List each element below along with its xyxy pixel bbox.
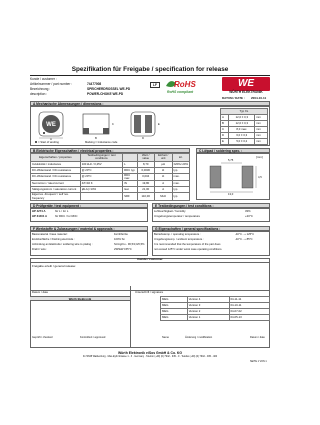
cell-value: 19,80 [137,181,154,187]
cell-unit: A [154,187,172,193]
test-condition-label: Umgebungstemperatur / temperature [154,214,201,218]
rev-name: MEG [161,297,188,303]
title-rule [30,75,270,76]
release-label: Freigabe erteilt / general release: [32,264,77,268]
rev-name: MEG [161,303,188,309]
section-b-header: B Elektrische Eigenschaften / electrical properties : [30,148,190,153]
cell-sym: RDC typ [123,167,137,173]
rohs-compliant-text: RoHS compliant [167,90,194,94]
date-col-label: Datum / date [250,336,265,339]
section-e-header: E Testbedingungen / test conditions : [152,203,270,208]
cell-tol: max. [172,181,189,187]
dimension-table [220,108,268,145]
section-g-header: G Eigenschaften / general specifications : [152,226,270,231]
rev-name: MEG [161,309,188,315]
section-f-header: F Werkstoffe & Zulassungen / material & approvals : [30,226,148,231]
date-value: 2004-10-11 [251,96,267,100]
material-label: Basismaterial / base material : [32,233,68,236]
dim-unit: mm [255,139,268,145]
cell-tol: typ. [172,167,189,173]
svg-text:WE: WE [46,122,56,128]
svg-text:A: A [50,138,52,140]
dim-value: 12,0 ± 0,3 [229,121,255,127]
rev-text: Version 4 [187,297,229,303]
svg-text:RoHS: RoHS [174,80,196,89]
section-a-header: A Mechanische Abmessungen / dimensions : [30,101,270,106]
table-row [161,315,270,321]
signature-label: Unterschrift / signature [135,290,164,294]
material-label: Anbindung an Elektrode / soldering wire to plating : [32,243,93,246]
rev-date: 04-11-11 [229,297,270,303]
cell-prop: Eigenres.-Frequenz / self res. frequency [31,193,81,201]
svg-text:C: C [112,123,114,126]
svg-text:D: D [142,137,144,140]
solder-unit: [mm] [256,155,263,159]
cell-tol: typ. [172,193,189,201]
section-d-body [30,208,148,222]
dim-key: C [221,127,229,133]
footer-company: Würth Elektronik eiSos GmbH & Co. KG [117,351,183,355]
dim-key: B [221,121,229,127]
material-label: Endoberfläche / finishing electrode : [32,238,75,241]
material-value: 100% Sn [114,238,125,241]
equipment-desc: für L / for L [55,209,69,213]
electrical-table [30,153,190,201]
rev-date: 04-10-11 [229,303,270,309]
material-value: Ferrit/ferrite [114,233,128,236]
approved-label: Kontrolliert / approved [80,336,106,339]
section-c-header: C Lötpad / soldering spec. : [196,148,270,153]
cell-cond: |ΔL/L|<10% [80,187,122,193]
footer-address: D-74638 Waldenburg · Max-Eyth-Strasse 1 - 3 · Germany · Telefon (+49) (0) 7942 - 945 - 0 · Telefax (+49) (0) 7942 - 945 - 400 [82,355,218,358]
dimension-type-header: Typ XL [221,109,268,115]
col-unit: Einheit / unit [154,154,172,162]
col-conditions: Testbedingungen / test conditions [80,154,122,162]
cell-unit: Ω [154,167,172,173]
dim-value: 8,0 max. [229,127,255,133]
material-label: Draht / wire : [32,248,48,251]
customer-label: Kunde / customer : [30,77,57,81]
material-value: Sn/Ag/Cu - 96,5/3,0/0,5% [114,243,145,246]
cell-sym: L [123,161,137,167]
we-header: Würth Elektronik [30,296,130,301]
test-condition-value: +20°C [245,214,253,218]
start-dot-icon [35,141,37,143]
dim-key: E [221,139,229,145]
col-value: Wert / value [137,154,154,162]
cell-unit: MHz [154,193,172,201]
general-spec-label: Betriebstemp. / operating temperature : [154,233,201,236]
col-symbol [123,154,137,162]
footer-page: SEITE 1 VON 1 [250,360,267,363]
change-label: Änderung / modification [185,336,213,339]
rev-text: Version 2 [187,309,229,315]
rev-name: MEG [161,315,188,321]
rev-text: Version 1 [187,315,229,321]
date-label: DATUM / DATE : [222,96,245,100]
general-spec-value: -40°C - + 125°C [235,233,255,236]
part-number-label: Artikelnummer / part number : [30,82,73,86]
general-spec-note: It is recommended that the temperature of the part does [154,243,221,246]
cell-cond: 100 kHz / 0,25V [80,161,122,167]
table-row [31,173,190,181]
cell-value: 110,00 [137,193,154,201]
col-tolerance: tol. [172,154,189,162]
cell-unit: Ω [154,173,172,181]
dim-key: D [221,133,229,139]
rev-date: 04-07-02 [229,309,270,315]
cell-sym: RDC max [123,173,137,181]
section-d-header: D Prüfgeräte / test equipment : [30,203,148,208]
dim-unit: mm [255,133,268,139]
dim-unit: mm [255,115,268,121]
customer-header: Kunde / customer [30,258,270,263]
cell-value: 0,0030 [137,167,154,173]
rev-date: 04-05-13 [229,315,270,321]
dimension-row [221,139,268,145]
revision-table [160,296,270,321]
equipment-desc: für RDC / for RDC [55,214,78,218]
cell-sym: IN [123,181,137,187]
cell-unit: µH [154,161,172,167]
cell-cond: @ 20°C [80,173,122,181]
general-spec-value: -40°C - + 85°C [235,238,253,241]
general-spec-note: not exceed 125°C under worst case operating conditions. [154,248,223,251]
dim-unit: mm [255,121,268,127]
cell-value: 8,70 [137,161,154,167]
description-label: description : [30,92,48,96]
material-value: 2SPEW 155°C [114,248,132,251]
col-properties: Eigenschaften / properties [31,154,81,162]
description: POWER-CHOKE WE-PD [87,92,124,96]
cell-sym: SRF [123,193,137,201]
designation-label: Bezeichnung : [30,87,51,91]
cell-tol: typ. [172,187,189,193]
legend-marking: Marking = Inductance code [85,141,118,144]
svg-text:E: E [158,123,160,126]
release-divider [130,286,131,348]
cell-cond [80,193,122,201]
svg-text:B: B [95,137,97,140]
cell-cond: ΔT=40 K [80,181,122,187]
dim-value: 6,0 ± 0,3 [229,133,255,139]
cell-prop: Nennstrom / rated current [31,181,81,187]
cell-value: 21,00 [137,187,154,193]
cell-unit: A [154,181,172,187]
date-sign-label: Datum / date [32,290,49,294]
cell-prop: Sättigungsstrom / saturation current [31,187,81,193]
brand-logo-text: WE [237,78,255,89]
checked-label: Geprüft / checked [32,336,53,339]
cell-sym: Isat [123,187,137,193]
designation: SPEICHERDROSSEL WE-PD [87,87,131,91]
legend-start-text: = Start of winding [38,141,59,144]
dim-value: 5,0 ± 0,2 [229,139,255,145]
dim-unit: mm [255,127,268,133]
general-spec-label: Umgebungstemp. / ambient temperature : [154,238,204,241]
name-label: Name [162,336,169,339]
part-number: 74477008 [87,82,102,86]
equipment-device: HP 4274 A [32,209,46,213]
cell-tol: max. [172,173,189,181]
dim-value: 12,0 ± 0,3 [229,115,255,121]
cell-cond: @ 20°C [80,167,122,173]
rev-text: Version 3 [187,303,229,309]
dim-key: A [221,115,229,121]
test-condition-value: 33% [245,209,251,213]
solder-dim-top: 5,75 [228,159,234,162]
table-row [31,193,190,201]
legend-start-of-winding [35,141,59,144]
equipment-device: HP 34401 A [32,214,48,218]
cell-prop: Induktivität / inductance [31,161,81,167]
solder-dim-side: 4,5 [258,176,262,179]
cell-value: 0,004 [137,173,154,181]
solder-dim-bottom: 13,0 [228,193,234,196]
cell-tol: ±20%/-20% [173,161,188,166]
lead-free-badge: LF [150,82,160,88]
page-title: Spezifikation für Freigabe / specification for release [71,66,229,73]
cell-prop: DC-Widerstand / DC-resistance [31,167,81,173]
brand-logo [222,77,270,91]
test-condition-label: Luftfeuchtigkeit / humidity [154,209,186,213]
mechanical-drawing [35,110,185,140]
cell-prop: DC-Widerstand / DC-resistance [31,173,81,181]
brand-name: WÜRTH ELEKTRONIK [229,90,263,94]
